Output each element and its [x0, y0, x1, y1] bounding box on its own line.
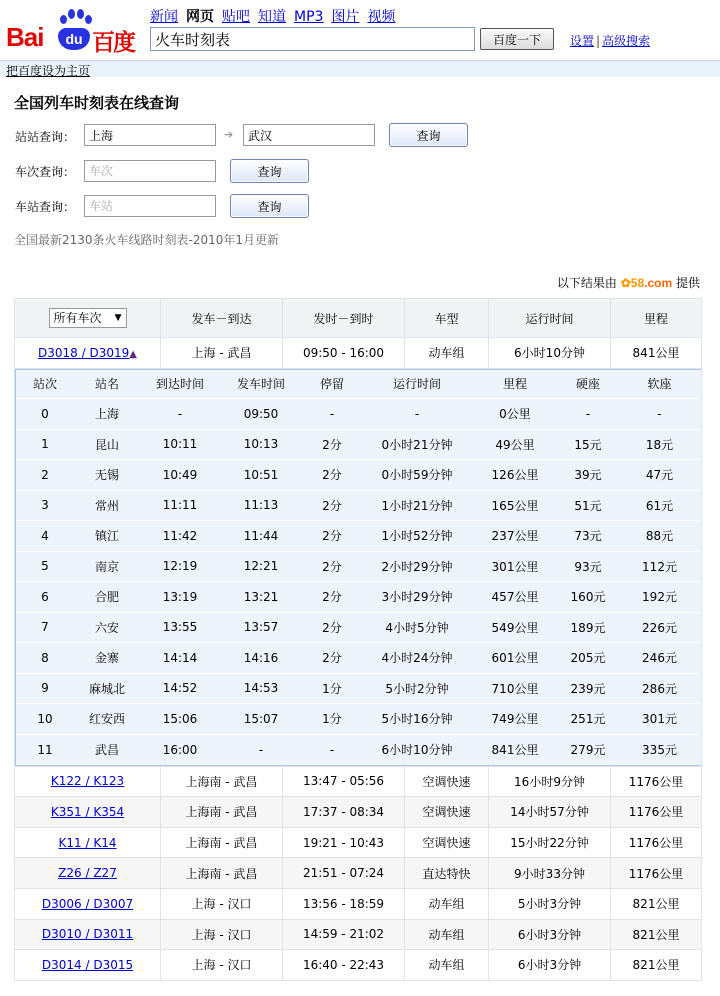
stop-soft-seat: 335元: [618, 734, 701, 765]
stop-depart: 13:57: [220, 612, 302, 643]
stop-seq: 0: [16, 399, 74, 430]
stop-stay: 2分: [302, 460, 362, 491]
stop-seq: 9: [16, 673, 74, 704]
stop-seq: 5: [16, 551, 74, 582]
advanced-search-link[interactable]: 高级搜索: [602, 34, 651, 48]
stop-elapsed: 0小时21分钟: [362, 429, 472, 460]
stop-arrive: 14:52: [140, 673, 220, 704]
train-number-cell: [15, 858, 161, 889]
stop-stay: 2分: [302, 490, 362, 521]
route-cell: 上海 - 汉口: [161, 950, 283, 981]
stop-seq: 11: [16, 734, 74, 765]
stop-distance: 126公里: [472, 460, 558, 491]
time-cell: 21:51 - 07:24: [283, 858, 405, 889]
stop-hard-seat: -: [558, 399, 618, 430]
stop-station: 麻城北: [74, 673, 140, 704]
chevron-down-icon: ▼: [114, 313, 122, 323]
collapse-triangle-icon[interactable]: ▲: [129, 348, 137, 360]
distance-cell: 841公里: [611, 338, 702, 369]
stop-row: [16, 429, 701, 460]
train-number-cell: [15, 888, 161, 919]
stops-header-station: 站名: [74, 370, 140, 399]
star-icon: ✿: [620, 276, 631, 290]
provider-credit: [557, 274, 700, 291]
nav-images[interactable]: 图片: [331, 9, 360, 25]
stops-header-soft-seat: 软座: [618, 370, 701, 399]
nav-tieba[interactable]: 贴吧: [222, 9, 250, 25]
distance-cell: 1176公里: [611, 797, 702, 828]
route-cell: 上海南 - 武昌: [161, 858, 283, 889]
duration-cell: 6小时3分钟: [489, 919, 611, 950]
stop-hard-seat: 205元: [558, 643, 618, 674]
stop-station: 上海: [74, 399, 140, 430]
stop-station: 无锡: [74, 460, 140, 491]
stop-seq: 1: [16, 429, 74, 460]
stop-seq: 3: [16, 490, 74, 521]
stop-hard-seat: 189元: [558, 612, 618, 643]
from-station-input[interactable]: [84, 124, 216, 146]
train-number-cell: [15, 338, 161, 369]
stop-hard-seat: 15元: [558, 429, 618, 460]
stop-station: 六安: [74, 612, 140, 643]
stop-name-input[interactable]: [84, 195, 216, 217]
provider-brand-58: 58: [630, 276, 645, 290]
duration-cell: 14小时57分钟: [489, 797, 611, 828]
type-cell: 空调快速: [405, 797, 489, 828]
table-row[interactable]: [15, 797, 702, 828]
stop-elapsed: 4小时5分钟: [362, 612, 472, 643]
duration-cell: 5小时3分钟: [489, 888, 611, 919]
logo-text-cn: 百度: [92, 30, 134, 56]
stop-stay: -: [302, 734, 362, 765]
stop-elapsed: 3小时29分钟: [362, 582, 472, 613]
stop-hard-seat: 251元: [558, 704, 618, 735]
stop-station: 昆山: [74, 429, 140, 460]
settings-links: [570, 32, 650, 49]
stop-stay: 2分: [302, 612, 362, 643]
stop-hard-seat: 160元: [558, 582, 618, 613]
stop-row: [16, 734, 701, 765]
train-query-label: 车次查询：: [15, 165, 76, 179]
stop-soft-seat: 61元: [618, 490, 701, 521]
station-query-label: 站站查询：: [15, 130, 76, 144]
stop-seq: 4: [16, 521, 74, 552]
route-cell: 上海南 - 武昌: [161, 827, 283, 858]
train-number-link[interactable]: D3006 / D3007: [41, 896, 134, 911]
route-cell: 上海南 - 武昌: [161, 797, 283, 828]
detail-row: [15, 368, 702, 766]
station-query-button[interactable]: 查询: [389, 123, 468, 147]
header-time: 发时－到时: [283, 299, 405, 338]
distance-cell: 1176公里: [611, 858, 702, 889]
time-cell: 13:47 - 05:56: [283, 766, 405, 797]
stop-station: 武昌: [74, 734, 140, 765]
stop-elapsed: -: [362, 399, 472, 430]
train-number-link[interactable]: Z26 / Z27: [58, 866, 117, 881]
stop-seq: 6: [16, 582, 74, 613]
stop-distance: 165公里: [472, 490, 558, 521]
logo-text-bai: Bai: [6, 22, 44, 52]
stop-depart: 14:16: [220, 643, 302, 674]
page-title: 全国列车时刻表在线查询: [14, 94, 180, 112]
train-number-cell: [15, 766, 161, 797]
nav-web[interactable]: 网页: [186, 9, 214, 25]
nav-news[interactable]: 新闻: [150, 9, 178, 25]
route-cell: 上海南 - 武昌: [161, 766, 283, 797]
homepage-bar: [0, 60, 720, 77]
table-row-expanded[interactable]: [15, 338, 702, 369]
stop-soft-seat: 192元: [618, 582, 701, 613]
to-station-input[interactable]: [243, 124, 375, 146]
stop-seq: 8: [16, 643, 74, 674]
stop-depart: 11:13: [220, 490, 302, 521]
route-cell: 上海 - 汉口: [161, 919, 283, 950]
time-cell: 13:56 - 18:59: [283, 888, 405, 919]
provider-brand-com: .com: [644, 276, 673, 290]
stop-stay: 1分: [302, 704, 362, 735]
settings-link[interactable]: 设置: [570, 34, 595, 48]
train-number-link[interactable]: K122 / K123: [50, 774, 125, 789]
train-number-link[interactable]: K11 / K14: [58, 835, 117, 850]
stop-row: [16, 582, 701, 613]
stop-station: 镇江: [74, 521, 140, 552]
time-cell: 09:50 - 16:00: [283, 338, 405, 369]
stops-header-row: [16, 370, 701, 399]
stop-depart: 14:53: [220, 673, 302, 704]
train-query-button[interactable]: 查询: [230, 159, 309, 183]
type-cell: 动车组: [405, 888, 489, 919]
stop-row: [16, 612, 701, 643]
type-cell: 直达特快: [405, 858, 489, 889]
stop-hard-seat: 73元: [558, 521, 618, 552]
stop-distance: 457公里: [472, 582, 558, 613]
route-cell: 上海 - 武昌: [161, 338, 283, 369]
time-cell: 14:59 - 21:02: [283, 919, 405, 950]
train-number-cell: [15, 919, 161, 950]
stop-stay: -: [302, 399, 362, 430]
stop-arrive: 10:49: [140, 460, 220, 491]
baidu-logo[interactable]: [6, 6, 142, 56]
detail-cell: [15, 368, 702, 766]
duration-cell: 16小时9分钟: [489, 766, 611, 797]
duration-cell: 15小时22分钟: [489, 827, 611, 858]
stop-arrive: 16:00: [140, 734, 220, 765]
type-cell: 动车组: [405, 950, 489, 981]
stop-depart: 10:51: [220, 460, 302, 491]
stop-arrive: 11:42: [140, 521, 220, 552]
stop-station: 常州: [74, 490, 140, 521]
stop-stay: 2分: [302, 551, 362, 582]
filter-value: 所有车次: [53, 311, 102, 325]
search-button[interactable]: 百度一下: [480, 28, 554, 50]
stop-soft-seat: -: [618, 399, 701, 430]
nav-mp3[interactable]: MP3: [294, 9, 324, 25]
stop-row: [16, 490, 701, 521]
stop-stay: 1分: [302, 673, 362, 704]
stop-distance: 49公里: [472, 429, 558, 460]
duration-cell: 6小时3分钟: [489, 950, 611, 981]
stop-distance: 601公里: [472, 643, 558, 674]
stop-stay: 2分: [302, 429, 362, 460]
stop-elapsed: 1小时52分钟: [362, 521, 472, 552]
train-number-link[interactable]: D3014 / D3015: [41, 957, 134, 972]
stop-elapsed: 4小时24分钟: [362, 643, 472, 674]
distance-cell: 1176公里: [611, 766, 702, 797]
header-distance: 里程: [611, 299, 702, 338]
stop-station: 南京: [74, 551, 140, 582]
stop-elapsed: 6小时10分钟: [362, 734, 472, 765]
stop-hard-seat: 279元: [558, 734, 618, 765]
stop-soft-seat: 47元: [618, 460, 701, 491]
distance-cell: 821公里: [611, 888, 702, 919]
train-number-input[interactable]: [84, 160, 216, 182]
train-number-cell: [15, 827, 161, 858]
train-number-link[interactable]: D3010 / D3011: [41, 927, 134, 942]
stop-depart: -: [220, 734, 302, 765]
stop-arrive: 13:19: [140, 582, 220, 613]
stop-depart: 11:44: [220, 521, 302, 552]
stop-depart: 09:50: [220, 399, 302, 430]
stop-depart: 12:21: [220, 551, 302, 582]
stop-elapsed: 5小时2分钟: [362, 673, 472, 704]
time-cell: 19:21 - 10:43: [283, 827, 405, 858]
time-cell: 17:37 - 08:34: [283, 797, 405, 828]
train-number-link[interactable]: D3018 / D3019: [38, 345, 130, 360]
stop-station: 金寨: [74, 643, 140, 674]
distance-cell: 821公里: [611, 919, 702, 950]
table-header-row: [15, 299, 702, 338]
stop-row: [16, 673, 701, 704]
stop-seq: 2: [16, 460, 74, 491]
stop-row: [16, 521, 701, 552]
table-row[interactable]: [15, 950, 702, 981]
stop-station: 合肥: [74, 582, 140, 613]
stop-distance: 749公里: [472, 704, 558, 735]
time-cell: 16:40 - 22:43: [283, 950, 405, 981]
stop-hard-seat: 93元: [558, 551, 618, 582]
stop-stay: 2分: [302, 582, 362, 613]
duration-cell: 9小时33分钟: [489, 858, 611, 889]
table-row[interactable]: [15, 827, 702, 858]
stop-depart: 15:07: [220, 704, 302, 735]
stop-arrive: 15:06: [140, 704, 220, 735]
table-row[interactable]: [15, 766, 702, 797]
stop-arrive: 12:19: [140, 551, 220, 582]
stop-elapsed: 5小时16分钟: [362, 704, 472, 735]
train-type-filter[interactable]: [49, 308, 127, 328]
search-input[interactable]: [150, 27, 475, 51]
duration-cell: 6小时10分钟: [489, 338, 611, 369]
stop-distance: 301公里: [472, 551, 558, 582]
nav-video[interactable]: 视频: [367, 9, 396, 25]
header-type: 车型: [405, 299, 489, 338]
stops-header-depart: 发车时间: [220, 370, 302, 399]
type-cell: 动车组: [405, 338, 489, 369]
stop-row: [16, 399, 701, 430]
stop-hard-seat: 39元: [558, 460, 618, 491]
stop-hard-seat: 51元: [558, 490, 618, 521]
stop-elapsed: 2小时29分钟: [362, 551, 472, 582]
stop-arrive: -: [140, 399, 220, 430]
stops-detail-panel: [15, 369, 701, 766]
train-results-table: [14, 298, 702, 981]
table-row[interactable]: [15, 858, 702, 889]
stop-row: [16, 704, 701, 735]
header-filter-cell: [15, 299, 161, 338]
header-duration: 运行时间: [489, 299, 611, 338]
stop-stay: 2分: [302, 521, 362, 552]
stop-depart: 13:21: [220, 582, 302, 613]
stop-distance: 841公里: [472, 734, 558, 765]
stops-header-stay: 停留: [302, 370, 362, 399]
stop-arrive: 13:55: [140, 612, 220, 643]
table-row[interactable]: [15, 919, 702, 950]
stop-seq: 7: [16, 612, 74, 643]
stop-stay: 2分: [302, 643, 362, 674]
paw-toe-2: [68, 9, 75, 19]
type-cell: 动车组: [405, 919, 489, 950]
stop-soft-seat: 112元: [618, 551, 701, 582]
stops-header-hard-seat: 硬座: [558, 370, 618, 399]
table-row[interactable]: [15, 888, 702, 919]
stop-arrive: 14:14: [140, 643, 220, 674]
stop-row: [16, 460, 701, 491]
stop-elapsed: 1小时21分钟: [362, 490, 472, 521]
set-homepage-link[interactable]: 把百度设为主页: [6, 64, 91, 78]
logo-paw-du: du: [58, 28, 90, 50]
route-cell: 上海 - 汉口: [161, 888, 283, 919]
top-nav: [150, 6, 403, 26]
stop-station: 红安西: [74, 704, 140, 735]
stop-elapsed: 0小时59分钟: [362, 460, 472, 491]
train-number-link[interactable]: K351 / K354: [50, 804, 125, 819]
stop-hard-seat: 239元: [558, 673, 618, 704]
stop-query-button[interactable]: 查询: [230, 194, 309, 218]
paw-toe-1: [60, 15, 67, 24]
stop-query-label: 车站查询：: [15, 200, 76, 214]
stop-seq: 10: [16, 704, 74, 735]
stops-table: [16, 370, 701, 765]
settings-separator: |: [596, 34, 601, 48]
paw-toe-3: [77, 9, 84, 19]
stop-distance: 549公里: [472, 612, 558, 643]
stop-soft-seat: 18元: [618, 429, 701, 460]
stop-soft-seat: 88元: [618, 521, 701, 552]
train-number-cell: [15, 797, 161, 828]
provider-prefix: 以下结果由: [556, 276, 617, 290]
stops-header-elapsed: 运行时间: [362, 370, 472, 399]
provider-suffix: 提供: [675, 276, 700, 290]
provider-58-logo[interactable]: [621, 276, 672, 290]
stop-soft-seat: 226元: [618, 612, 701, 643]
stop-row: [16, 551, 701, 582]
train-number-cell: [15, 950, 161, 981]
stop-depart: 10:13: [220, 429, 302, 460]
stop-distance: 710公里: [472, 673, 558, 704]
arrow-right-icon: ➔: [224, 128, 234, 141]
stop-soft-seat: 286元: [618, 673, 701, 704]
stop-arrive: 10:11: [140, 429, 220, 460]
stop-soft-seat: 301元: [618, 704, 701, 735]
stop-row: [16, 643, 701, 674]
stops-header-distance: 里程: [472, 370, 558, 399]
stops-header-seq: 站次: [16, 370, 74, 399]
stop-distance: 237公里: [472, 521, 558, 552]
stop-distance: 0公里: [472, 399, 558, 430]
distance-cell: 1176公里: [611, 827, 702, 858]
type-cell: 空调快速: [405, 827, 489, 858]
stop-soft-seat: 246元: [618, 643, 701, 674]
update-note: 全国最新2130条火车线路时刻表-2010年1月更新: [14, 233, 280, 247]
stops-header-arrive: 到达时间: [140, 370, 220, 399]
paw-toe-4: [85, 15, 92, 24]
distance-cell: 821公里: [611, 950, 702, 981]
nav-zhidao[interactable]: 知道: [258, 9, 286, 25]
header-route: 发车－到达: [161, 299, 283, 338]
type-cell: 空调快速: [405, 766, 489, 797]
stop-arrive: 11:11: [140, 490, 220, 521]
